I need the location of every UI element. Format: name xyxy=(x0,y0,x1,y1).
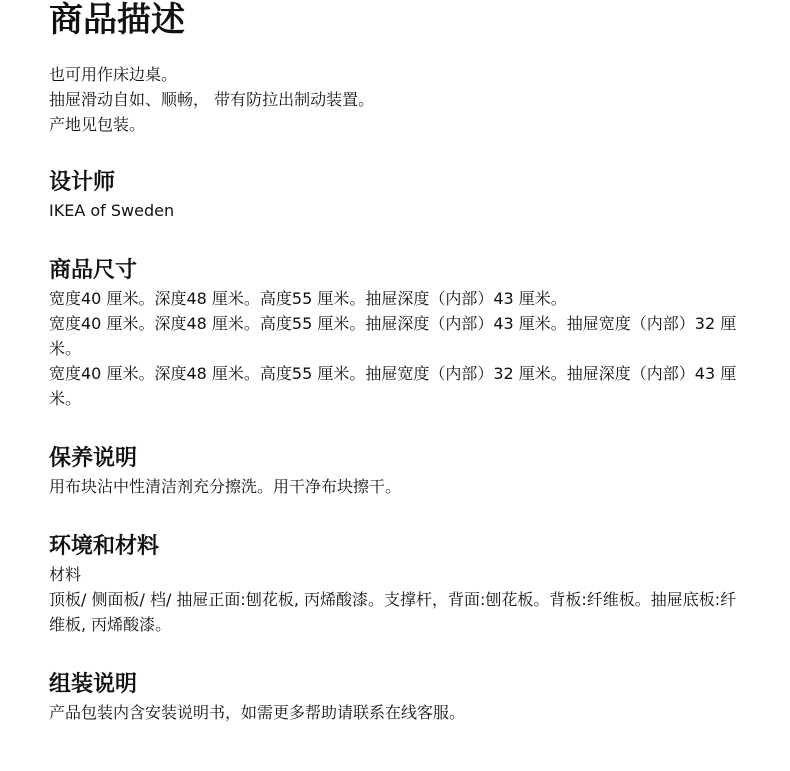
description-line-3: 产地见包装。 xyxy=(49,115,146,134)
dimensions-line-2: 宽度40 厘米。深度48 厘米。高度55 厘米。抽屉深度（内部）43 厘米。抽屉宽度（内部）32 厘米。 xyxy=(49,314,737,358)
materials-section xyxy=(49,532,749,637)
page-title: 商品描述 xyxy=(49,0,185,40)
care-instructions: 用布块沾中性清洁剂充分擦洗。用干净布块擦干。 xyxy=(49,477,402,496)
care-section xyxy=(49,444,749,499)
materials-text: 顶板/ 侧面板/ 档/ 抽屉正面:刨花板, 丙烯酸漆。支撑杆，背面:刨花板。背板:纤维板。抽屉底板:纤维板, 丙烯酸漆。 xyxy=(49,590,737,634)
assembly-instructions: 产品包装内含安装说明书，如需更多帮助请联系在线客服。 xyxy=(49,703,466,722)
dimensions-line-1: 宽度40 厘米。深度48 厘米。高度55 厘米。抽屉深度（内部）43 厘米。 xyxy=(49,289,567,308)
description-line-2: 抽屉滑动自如、顺畅， 带有防拉出制动装置。 xyxy=(49,90,375,109)
dimensions-heading: 商品尺寸 xyxy=(49,258,138,283)
care-heading: 保养说明 xyxy=(49,446,138,471)
description-line-1: 也可用作床边桌。 xyxy=(49,65,178,84)
assembly-heading: 组装说明 xyxy=(49,672,138,697)
materials-heading: 环境和材料 xyxy=(49,534,160,559)
description-block xyxy=(49,62,749,137)
designer-section xyxy=(49,168,749,223)
materials-label: 材料 xyxy=(49,565,82,584)
dimensions-section xyxy=(49,256,749,411)
assembly-section xyxy=(49,670,749,725)
dimensions-line-3: 宽度40 厘米。深度48 厘米。高度55 厘米。抽屉宽度（内部）32 厘米。抽屉深度（内部）43 厘米。 xyxy=(49,364,737,408)
product-details xyxy=(49,0,749,725)
designer-heading: 设计师 xyxy=(49,170,116,195)
designer-name: IKEA of Sweden xyxy=(49,201,175,220)
